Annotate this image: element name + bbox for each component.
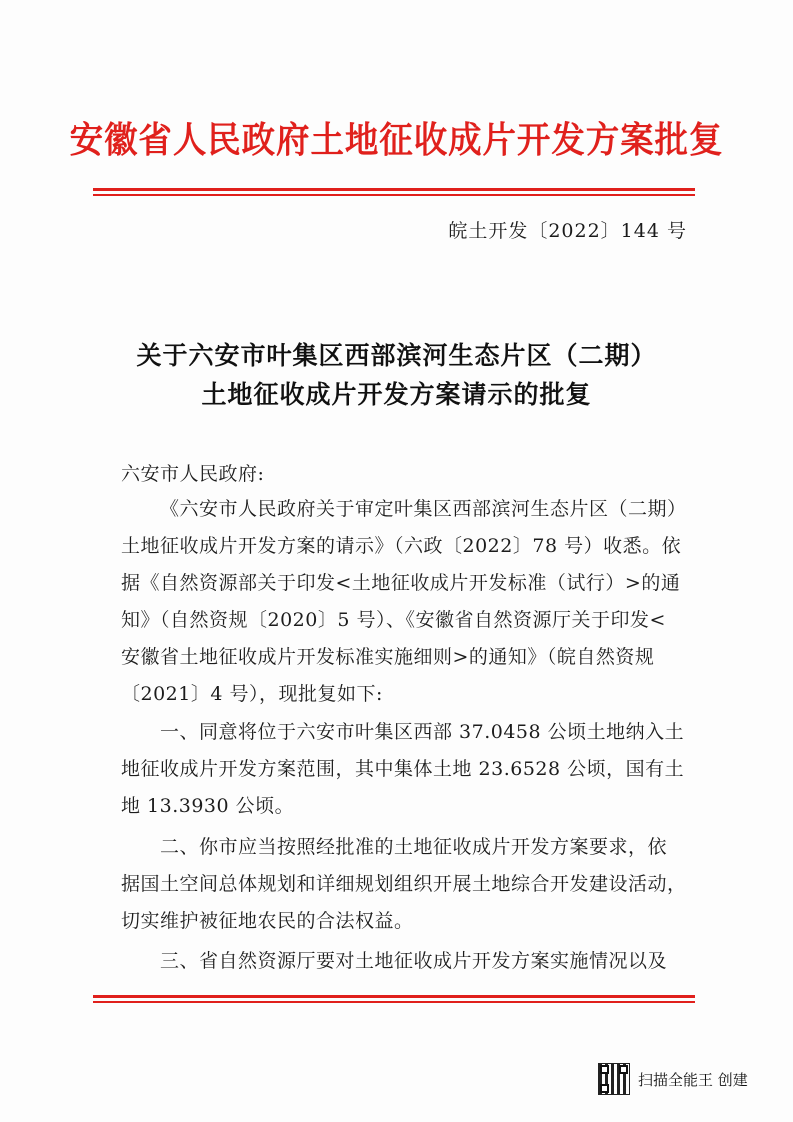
body-line: 安徽省土地征收成片开发标准实施细则>的通知》（皖自然资规 (121, 646, 655, 668)
body-line: 三、省自然资源厅要对土地征收成片开发方案实施情况以及 (160, 950, 668, 972)
body-line: 据《自然资源部关于印发<土地征收成片开发标准（试行）>的通 (121, 572, 681, 594)
document-number: 皖土开发〔2022〕144 号 (448, 220, 687, 242)
red-rule-top-thin (93, 194, 695, 196)
body-line: 地 13.3930 公顷。 (121, 795, 295, 817)
body-line: 二、你市应当按照经批准的土地征收成片开发方案要求，依 (160, 836, 668, 858)
red-rule-bottom-thin (93, 1001, 695, 1003)
addressee: 六安市人民政府: (121, 463, 265, 485)
body-line: 〔2021〕4 号），现批复如下: (121, 683, 383, 705)
scanner-watermark (598, 1063, 748, 1095)
scanner-watermark-text: 扫描全能王 创建 (638, 1070, 748, 1089)
body-line: 《六安市人民政府关于审定叶集区西部滨河生态片区（二期） (160, 498, 687, 520)
subject-line-1: 关于六安市叶集区西部滨河生态片区（二期） (136, 341, 657, 370)
qr-code-icon (598, 1063, 630, 1095)
body-line: 土地征收成片开发方案的请示》（六政〔2022〕78 号）收悉。依 (121, 535, 682, 557)
body-line: 地征收成片开发方案范围，其中集体土地 23.6528 公顷，国有土 (121, 758, 685, 780)
red-header-title: 安徽省人民政府土地征收成片开发方案批复 (69, 120, 724, 161)
body-line: 一、同意将位于六安市叶集区西部 37.0458 公顷土地纳入土 (160, 721, 685, 743)
body-line: 知》（自然资规〔2020〕5 号）、《安徽省自然资源厅关于印发< (121, 609, 666, 631)
red-rule-top-thick (93, 188, 695, 191)
body-line: 据国土空间总体规划和详细规划组织开展土地综合开发建设活动， (121, 873, 687, 895)
red-rule-bottom-thick (93, 995, 695, 998)
subject-line-2: 土地征收成片开发方案请示的批复 (201, 380, 592, 409)
body-line: 切实维护被征地农民的合法权益。 (121, 910, 414, 932)
